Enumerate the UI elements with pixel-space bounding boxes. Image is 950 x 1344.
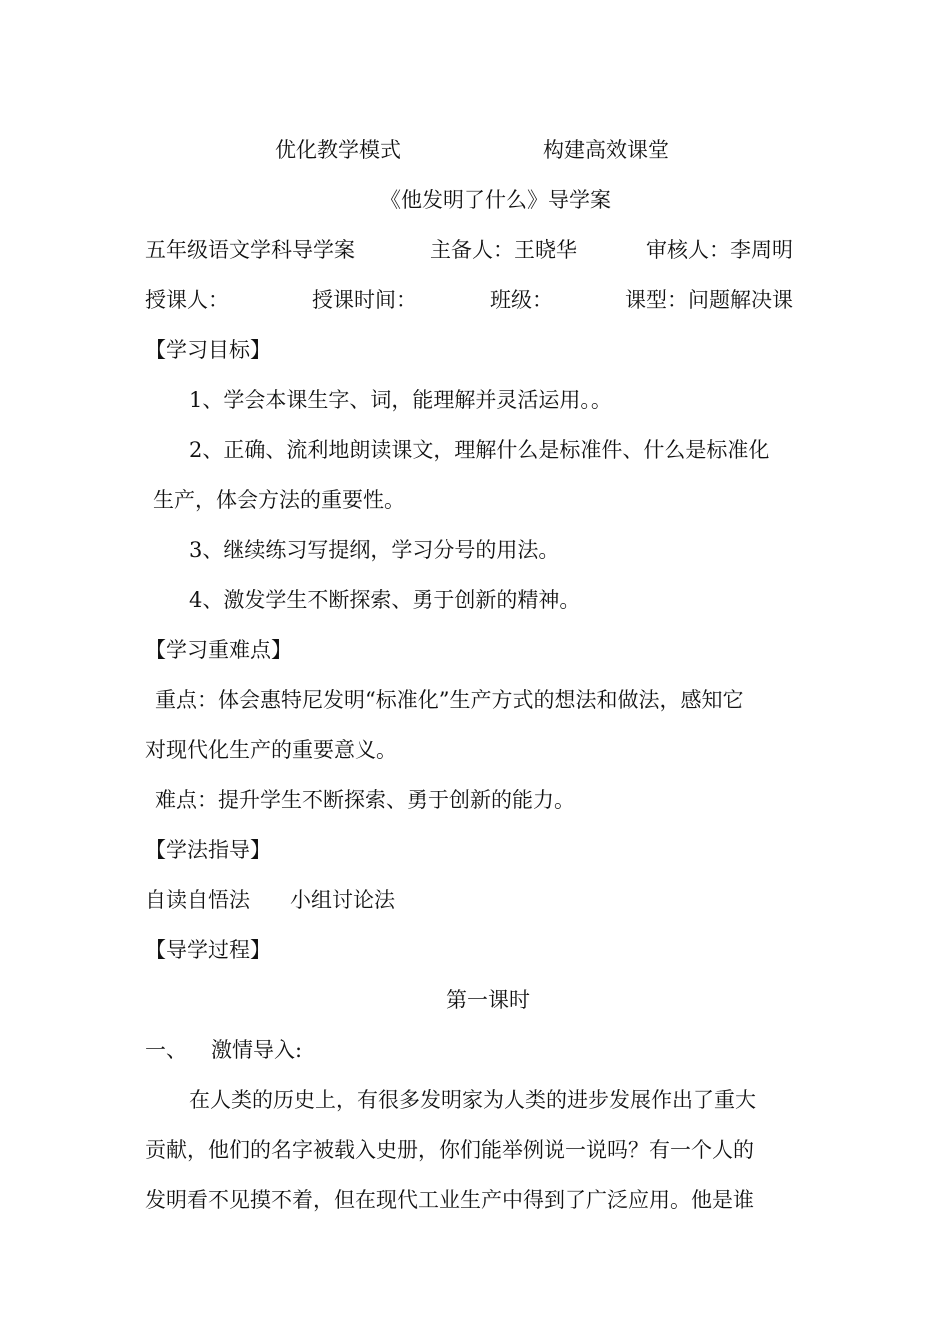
key-point-text-continued: 对现代化生产的重要意义。 (145, 738, 397, 762)
goal-item: 2、正确、流利地朗读课文，理解什么是标准件、什么是标准化 (189, 438, 770, 462)
method-item: 小组讨论法 (290, 888, 395, 912)
intro-paragraph-line: 发明看不见摸不着，但在现代工业生产中得到了广泛应用。他是谁 (145, 1188, 754, 1212)
preparer: 主备人：王晓华 (430, 238, 577, 262)
motto-left: 优化教学模式 (275, 138, 401, 162)
teacher-label: 授课人： (145, 288, 229, 312)
intro-paragraph-line: 在人类的历史上，有很多发明家为人类的进步发展作出了重大 (189, 1088, 756, 1112)
key-points-heading: 【学习重难点】 (145, 638, 292, 662)
class-label: 班级： (490, 288, 553, 312)
lesson-title: 第一课时 (446, 988, 530, 1012)
reviewer: 审核人：李周明 (646, 238, 793, 262)
key-point-text: 重点：体会惠特尼发明“标准化”生产方式的想法和做法，感知它 (155, 688, 744, 712)
method-heading: 【学法指导】 (145, 838, 271, 862)
grade-subject: 五年级语文学科导学案 (145, 238, 355, 262)
section-number: 一、 (145, 1038, 187, 1062)
goals-heading: 【学习目标】 (145, 338, 271, 362)
goal-item-continued: 生产，体会方法的重要性。 (153, 488, 405, 512)
goal-item: 3、继续练习写提纲，学习分号的用法。 (189, 538, 560, 562)
motto-right: 构建高效课堂 (543, 138, 669, 162)
difficult-point-text: 难点：提升学生不断探索、勇于创新的能力。 (155, 788, 575, 812)
goal-item: 1、学会本课生字、词，能理解并灵活运用。。 (189, 388, 612, 412)
intro-paragraph-line: 贡献，他们的名字被载入史册，你们能举例说一说吗？有一个人的 (145, 1138, 754, 1162)
method-item: 自读自悟法 (145, 888, 250, 912)
process-heading: 【导学过程】 (145, 938, 271, 962)
time-label: 授课时间： (312, 288, 417, 312)
goal-item: 4、激发学生不断探索、勇于创新的精神。 (189, 588, 581, 612)
document-title: 《他发明了什么》导学案 (380, 188, 611, 212)
section-title: 激情导入: (211, 1038, 303, 1062)
lesson-type: 课型：问题解决课 (625, 288, 793, 312)
